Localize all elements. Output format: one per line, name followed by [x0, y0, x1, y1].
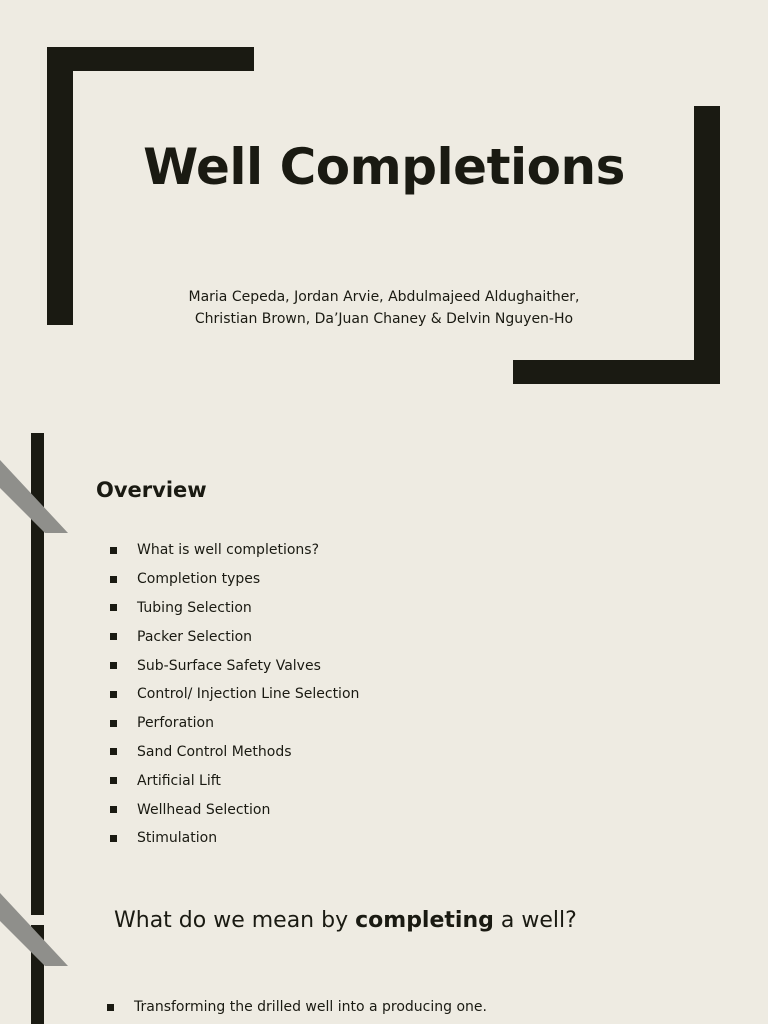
frame-bottom-right-horizontal	[513, 360, 720, 384]
bullet-square-icon	[110, 662, 117, 669]
list-item: Perforation	[106, 709, 359, 738]
bullet-square-icon	[110, 691, 117, 698]
bullet-square-icon	[110, 720, 117, 727]
overview-list	[106, 536, 359, 853]
frame-top-left-horizontal	[47, 47, 254, 71]
list-item: Artificial Lift	[106, 766, 359, 795]
authors-line-2: Christian Brown, Da’Juan Chaney & Delvin Nguyen-Ho	[194, 311, 574, 327]
definition-list	[104, 996, 487, 1018]
bullet-square-icon	[110, 633, 117, 640]
list-item: Sand Control Methods	[106, 738, 359, 767]
bullet-square-icon	[110, 777, 117, 784]
list-item: Sub-Surface Safety Valves	[106, 651, 359, 680]
list-item: Wellhead Selection	[106, 795, 359, 824]
bullet-square-icon	[110, 835, 117, 842]
bullet-square-icon	[110, 748, 117, 755]
list-item: Transforming the drilled well into a producing one.	[104, 996, 487, 1018]
authors-line-1: Maria Cepeda, Jordan Arvie, Abdulmajeed Aldughaither,	[188, 289, 580, 305]
list-item: Stimulation	[106, 824, 359, 853]
list-item: Packer Selection	[106, 622, 359, 651]
bullet-square-icon	[110, 576, 117, 583]
diagonal-accent	[0, 460, 70, 540]
bullet-square-icon	[110, 547, 117, 554]
list-item: Control/ Injection Line Selection	[106, 680, 359, 709]
authors	[0, 286, 768, 330]
bullet-square-icon	[107, 1004, 114, 1011]
list-item: What is well completions?	[106, 536, 359, 565]
slide-title: Well Completions	[143, 138, 625, 196]
list-item: Completion types	[106, 565, 359, 594]
slide-heading: What do we mean by completing a well?	[114, 908, 577, 933]
diagonal-accent	[0, 893, 70, 973]
overview-heading: Overview	[96, 478, 207, 502]
bullet-square-icon	[110, 604, 117, 611]
bullet-square-icon	[110, 806, 117, 813]
list-item: Tubing Selection	[106, 594, 359, 623]
